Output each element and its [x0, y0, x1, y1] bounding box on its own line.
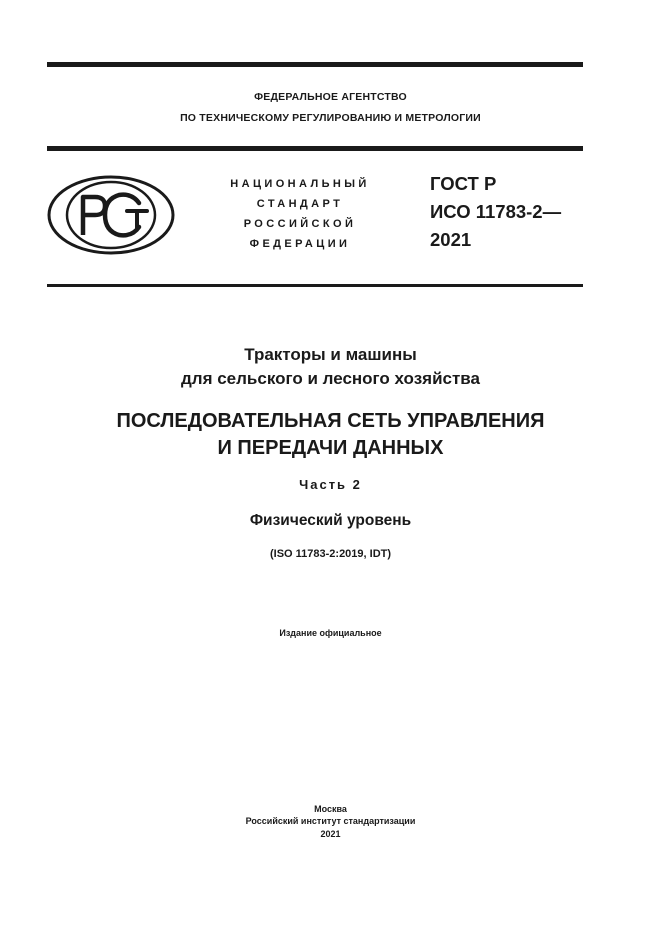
header-rule [47, 146, 583, 151]
main-title-line-1: ПОСЛЕДОВАТЕЛЬНАЯ СЕТЬ УПРАВЛЕНИЯ [116, 410, 545, 432]
title-line-1: Тракторы и машины [244, 345, 417, 364]
iso-reference: (ISO 11783-2:2019, IDT) [269, 548, 392, 560]
subtitle: Физический уровень [249, 512, 412, 529]
agency-line-1: ФЕДЕРАЛЬНОЕ АГЕНТСТВО [254, 91, 407, 103]
imprint-city: Москва [314, 804, 347, 814]
top-rule [47, 62, 583, 67]
national-standard-line-2: СТАНДАРТ [256, 198, 344, 210]
block-rule [47, 284, 583, 287]
agency-line-2: ПО ТЕХНИЧЕСКОМУ РЕГУЛИРОВАНИЮ И МЕТРОЛОГИИ [180, 112, 481, 124]
part-label: Часть 2 [299, 477, 362, 492]
main-title-line-2: И ПЕРЕДАЧИ ДАННЫХ [217, 437, 444, 459]
rst-logo-icon [47, 175, 175, 255]
designation-line-2: ИСО 11783-2— [430, 201, 562, 222]
national-standard-line-4: ФЕДЕРАЦИИ [249, 238, 351, 250]
designation-line-1: ГОСТ Р [430, 173, 497, 194]
imprint-publisher: Российский институт стандартизации [245, 816, 416, 826]
title-line-2: для сельского и лесного хозяйства [180, 369, 480, 388]
edition-label: Издание официальное [279, 628, 382, 638]
imprint-year: 2021 [320, 829, 341, 839]
designation-line-3: 2021 [430, 229, 472, 250]
national-standard-line-1: НАЦИОНАЛЬНЫЙ [230, 178, 370, 190]
national-standard-line-3: РОССИЙСКОЙ [243, 218, 357, 230]
